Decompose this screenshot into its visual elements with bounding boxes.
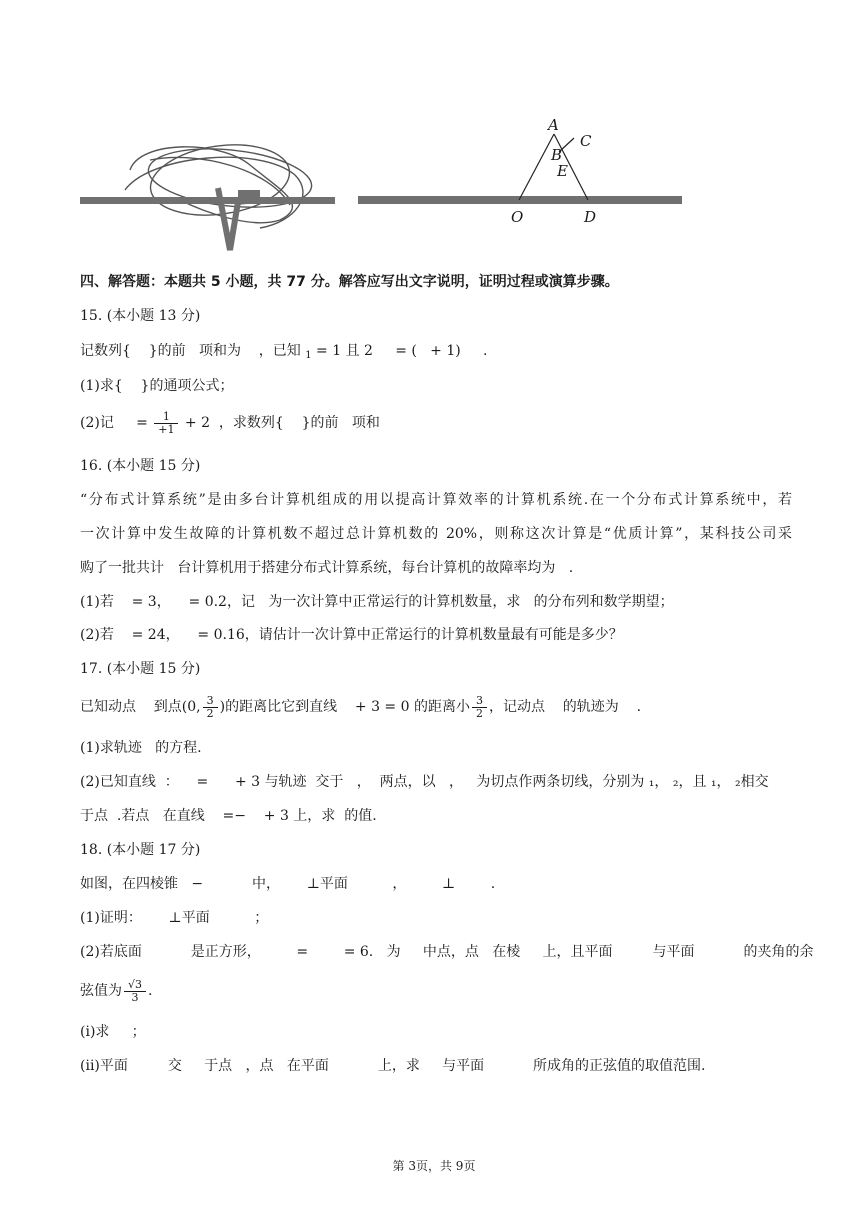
q17-l1-b: )的距离比它到直线 + 3 = 0 的距离小 <box>219 699 470 715</box>
q17-f2-den: 2 <box>475 706 483 720</box>
q18-sub-ii: (ii)平面 交 于点 ，点 在平面 上，求 与平面 所成角的正弦值的取值范围. <box>80 1058 706 1074</box>
label-c: C <box>580 132 592 150</box>
q15-stem-a: 记数列{ }的前 项和为 ，已知 <box>80 343 306 359</box>
q17-l1-a: 已知动点 到点(0, <box>80 699 201 715</box>
q18-part1: (1)证明： ⊥平面 ； <box>80 910 269 926</box>
section-title: 四、解答题：本题共 5 小题，共 77 分。解答应写出文字说明，证明过程或演算步骤。 <box>80 274 619 290</box>
q17-l1-c: ，记动点 的轨迹为 . <box>488 699 642 715</box>
figure-left-svg <box>80 110 338 260</box>
q17-f1-num: 3 <box>203 695 218 708</box>
q15-p2-b: + 2 ，求数列{ }的前 项和 <box>180 415 380 431</box>
q17-fraction-2 <box>472 695 487 720</box>
q15-frac-den: +1 <box>158 422 175 436</box>
q16-line3: 购了一批共计 台计算机用于搭建分布式计算系统，每台计算机的故障率均为 . <box>80 560 574 576</box>
label-d: D <box>584 208 597 226</box>
q15-head: 15. (本小题 13 分) <box>80 308 201 324</box>
q16-part2: (2)若 = 24， = 0.16，请估计一次计算中正常运行的计算机数量最有可能是多少？ <box>80 627 623 643</box>
q17-f1-den: 2 <box>206 706 214 720</box>
q16-head: 16. (本小题 15 分) <box>80 458 201 474</box>
q15-stem-b: = 1 且 2 = ( + 1) . <box>311 343 488 359</box>
q18-line1: 如图，在四棱锥 − 中， ⊥平面 ， ⊥ . <box>80 876 496 892</box>
q18-frac-den: 3 <box>131 990 139 1004</box>
q15-fraction <box>154 411 178 436</box>
q15-frac-num: 1 <box>154 411 178 424</box>
q17-part2-line1: (2)已知直线 ： = + 3 与轨迹 交于 ， 两点，以 ， 为切点作两条切线，分别为 ₁， ₂，且 ₁， ₂相交 <box>80 774 769 790</box>
label-a: A <box>548 116 559 134</box>
q15-part2 <box>80 410 792 436</box>
q18-fraction <box>124 979 146 1004</box>
q18-part2-line1: (2)若底面 是正方形， = = 6. 为 中点，点 在棱 上，且平面 与平面 的夹角的余 <box>80 944 814 960</box>
q17-part2-line2: 于点 .若点 在直线 =− + 3 上，求 的值. <box>80 808 377 824</box>
q15-part1: (1)求{ }的通项公式； <box>80 378 234 394</box>
page-footer: 第 3页，共 9页 <box>392 1159 476 1173</box>
figure-right-svg <box>356 110 686 230</box>
q16-part1: (1)若 = 3， = 0.2，记 为一次计算中正常运行的计算机数量，求 的分布列和数学期望； <box>80 594 674 610</box>
figure-left <box>80 110 338 260</box>
q17-part1: (1)求轨迹 的方程. <box>80 740 202 756</box>
q18-frac-num: √3 <box>124 979 146 992</box>
q17-head: 17. (本小题 15 分) <box>80 661 201 677</box>
q16-line2: 一次计算中发生故障的计算机数不超过总计算机数的 20%，则称这次计算是“优质计算”，某科技公司采 <box>80 526 792 542</box>
figure-right <box>356 110 686 230</box>
q15-stem <box>80 341 792 366</box>
q15-p2-a: (2)记 = <box>80 415 153 431</box>
label-o: O <box>511 208 524 226</box>
label-e: E <box>557 162 568 180</box>
q17-fraction-1 <box>203 695 218 720</box>
q16-line1: “分布式计算系统”是由多台计算机组成的用以提高计算效率的计算机系统.在一个分布式计算系统中，若 <box>80 492 792 508</box>
q18-l2-b: . <box>148 983 153 999</box>
q17-f2-num: 3 <box>472 695 487 708</box>
q17-line1 <box>80 692 792 722</box>
q18-l2-a: 弦值为 <box>80 983 122 999</box>
label-b: B <box>551 146 563 164</box>
q18-part2-line2 <box>80 976 792 1006</box>
q18-sub-i: (i)求 ； <box>80 1024 146 1040</box>
q15-stem-sub: 1 <box>305 350 312 361</box>
q18-head: 18. (本小题 17 分) <box>80 842 201 858</box>
